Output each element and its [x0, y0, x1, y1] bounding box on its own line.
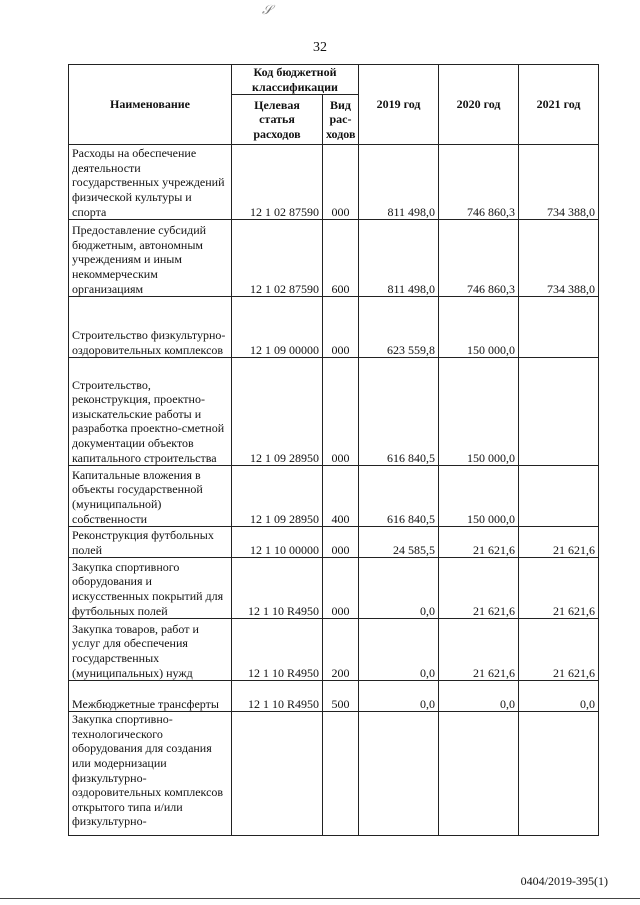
corner-mark: 𝒮	[262, 2, 273, 17]
row-code: 12 1 10 R4950	[232, 558, 323, 619]
row-expense-type: 000	[323, 527, 359, 558]
row-2020: 21 621,6	[439, 558, 519, 619]
header-2020: 2020 год	[439, 65, 519, 145]
table-row	[69, 619, 599, 681]
table-row	[69, 297, 599, 358]
header-expense-type: Вид рас-ходов	[323, 95, 359, 145]
row-2021: 21 621,6	[519, 619, 599, 681]
row-name: Реконструкция футбольных полей	[69, 527, 232, 558]
row-2019	[359, 712, 439, 836]
row-expense-type: 000	[323, 145, 359, 220]
row-2020: 150 000,0	[439, 297, 519, 358]
row-2021: 734 388,0	[519, 145, 599, 220]
table-row	[69, 681, 599, 712]
row-2019: 0,0	[359, 619, 439, 681]
row-code: 12 1 10 R4950	[232, 619, 323, 681]
row-expense-type: 600	[323, 220, 359, 297]
row-expense-type: 000	[323, 358, 359, 466]
row-name: Строительство, реконструкция, проектно-изыскательские работы и разработка проектно-сметной документации объектов капитального строительства	[69, 358, 232, 466]
table-row	[69, 527, 599, 558]
row-code: 12 1 02 87590	[232, 145, 323, 220]
row-2020	[439, 712, 519, 836]
row-code: 12 1 10 R4950	[232, 681, 323, 712]
row-name: Закупка спортивно-технологического оборудования для создания или модернизации физкультурно-оздоровительных комплексов открытого типа и/или физкультурно-	[69, 712, 232, 836]
table-row	[69, 558, 599, 619]
row-2020: 0,0	[439, 681, 519, 712]
row-expense-type	[323, 712, 359, 836]
row-expense-type: 200	[323, 619, 359, 681]
row-expense-type: 500	[323, 681, 359, 712]
header-2021: 2021 год	[519, 65, 599, 145]
row-name: Закупка товаров, работ и услуг для обеспечения государственных (муниципальных) нужд	[69, 619, 232, 681]
row-expense-type: 000	[323, 297, 359, 358]
row-2019: 811 498,0	[359, 145, 439, 220]
row-2021	[519, 358, 599, 466]
row-2020: 746 860,3	[439, 220, 519, 297]
row-name: Межбюджетные трансферты	[69, 681, 232, 712]
row-code	[232, 712, 323, 836]
header-2019: 2019 год	[359, 65, 439, 145]
table-row	[69, 145, 599, 220]
row-expense-type: 400	[323, 466, 359, 527]
row-name: Капитальные вложения в объекты государственной (муниципальной) собственности	[69, 466, 232, 527]
row-2019: 623 559,8	[359, 297, 439, 358]
row-2019: 0,0	[359, 558, 439, 619]
row-2020: 21 621,6	[439, 527, 519, 558]
row-2021	[519, 297, 599, 358]
row-2021: 21 621,6	[519, 527, 599, 558]
table-row	[69, 712, 599, 836]
row-code: 12 1 02 87590	[232, 220, 323, 297]
document-number: 0404/2019-395(1)	[520, 874, 608, 888]
row-expense-type: 000	[323, 558, 359, 619]
row-code: 12 1 10 00000	[232, 527, 323, 558]
row-2020: 746 860,3	[439, 145, 519, 220]
row-2020: 21 621,6	[439, 619, 519, 681]
page-number: 32	[313, 40, 327, 55]
row-name: Строительство физкультурно-оздоровительных комплексов	[69, 297, 232, 358]
row-name: Предоставление субсидий бюджетным, автономным учреждениям и иным некоммерческим организациям	[69, 220, 232, 297]
table-row	[69, 220, 599, 297]
row-code: 12 1 09 28950	[232, 358, 323, 466]
table-row	[69, 466, 599, 527]
header-name: Наименование	[69, 65, 232, 145]
row-2019: 0,0	[359, 681, 439, 712]
scan-edge-line	[0, 898, 640, 899]
row-2021	[519, 466, 599, 527]
row-2019: 24 585,5	[359, 527, 439, 558]
row-2021	[519, 712, 599, 836]
header-code-group: Код бюджетной классификации	[232, 65, 359, 95]
row-2020: 150 000,0	[439, 358, 519, 466]
row-2021: 0,0	[519, 681, 599, 712]
row-code: 12 1 09 28950	[232, 466, 323, 527]
budget-table	[68, 64, 599, 836]
header-target-article: Целевая статья расходов	[232, 95, 323, 145]
row-2019: 616 840,5	[359, 466, 439, 527]
row-2019: 616 840,5	[359, 358, 439, 466]
row-2021: 21 621,6	[519, 558, 599, 619]
row-2020: 150 000,0	[439, 466, 519, 527]
row-name: Закупка спортивного оборудования и искусственных покрытий для футбольных полей	[69, 558, 232, 619]
row-2021: 734 388,0	[519, 220, 599, 297]
row-code: 12 1 09 00000	[232, 297, 323, 358]
row-name: Расходы на обеспечение деятельности государственных учреждений физической культуры и спорта	[69, 145, 232, 220]
row-2019: 811 498,0	[359, 220, 439, 297]
table-row	[69, 358, 599, 466]
